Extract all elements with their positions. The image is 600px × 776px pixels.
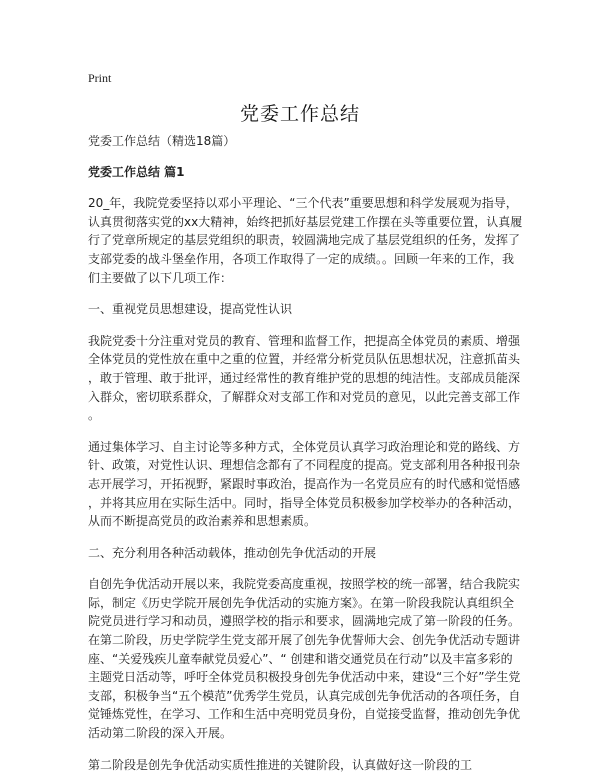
text-line: 。 (88, 408, 101, 423)
document-body (88, 132, 524, 774)
text-line: 在第二阶段，历史学院学生党支部开展了创先争优誓师大会、创先争优活动专题讲 (88, 633, 521, 648)
paragraph-intro (88, 194, 524, 287)
print-label: Print (88, 71, 112, 85)
text-line: 第二阶段是创先争优活动实质性推进的关键阶段，认真做好这一阶段的工 (88, 757, 473, 772)
text-line: 入群众，密切联系群众，了解群众对支部工作和对党员的意见，以此完善支部工作 (88, 389, 521, 404)
text-line: ，敢于管理、敢于批评，通过经常性的教育维护党的思想的纯洁性。支部成员能深 (88, 370, 521, 385)
text-line: 针、政策，对党性认识、理想信念都有了不同程度的提高。党支部利用各种报刊杂 (88, 458, 521, 473)
text-line: 从而不断提高党员的政治素养和思想素质。 (88, 514, 317, 529)
text-line: 志开展学习，开拓视野，紧跟时事政治，提高作为一名党员应有的时代感和觉悟感 (88, 476, 521, 491)
section-heading: 党委工作总结 篇1 (88, 164, 185, 179)
text-line: 际，制定《历史学院开展创先争优活动的实施方案》。在第一阶段我院认真组织全 (88, 595, 515, 610)
text-line: 自创先争优活动开展以来，我院党委高度重视，按照学校的统一部署，结合我院实 (88, 577, 521, 592)
text-line: 们主要做了以下几项工作： (88, 270, 233, 285)
text-line: 院党员进行学习和动员，遵照学校的指示和要求，圆满地完成了第一阶段的任务。 (88, 614, 521, 629)
text-line: 全体党员的党性放在重中之重的位置，并经常分析党员队伍思想状况，注意抓苗头 (88, 352, 521, 367)
text-line: 认真贯彻落实党的xx大精神，始终把抓好基层党建工作摆在头等重要位置，认真履 (88, 214, 523, 229)
text-line: 主题党日活动等，呼吁全体党员积极投身创先争优活动中来，建设“三个好”学生党 (88, 670, 521, 685)
document-title: 党委工作总结 (239, 103, 360, 125)
text-line: ，并将其应用在实际生活中。同时，指导全体党员积极参加学校举办的各种活动， (88, 495, 521, 510)
text-line: 二、充分利用各种活动载体，推动创先争优活动的开展 (88, 545, 377, 560)
text-line: 座、“关爱残疾儿童奉献党员爱心”、“ 创建和谐交通党员在行动”以及丰富多彩的 (88, 651, 513, 666)
text-line: 20_年，我院党委坚持以邓小平理论、“三个代表”重要思想和科学发展观为指导， (88, 196, 518, 211)
text-line: 通过集体学习、自主讨论等多种方式，全体党员认真学习政治理论和党的路线、方 (88, 439, 521, 454)
paragraph-education (88, 332, 524, 425)
heading-2 (88, 544, 524, 563)
text-line: 支部党委的战斗堡垒作用，各项工作取得了一定的成绩。。回顾一年来的工作，我 (88, 251, 515, 266)
heading-1 (88, 300, 524, 319)
document-subtitle: 党委工作总结（精选18篇） (88, 134, 236, 148)
text-line: 觉锤炼党性，在学习、工作和生活中亮明党员身份，自觉接受监督，推动创先争优 (88, 707, 521, 722)
text-line: 支部，积极争当“五个模范”优秀学生党员，认真完成创先争优活动的各项任务，自 (88, 688, 521, 703)
paragraph-study (88, 438, 524, 531)
text-line: 一、重视党员思想建设，提高党性认识 (88, 302, 293, 317)
text-line: 活动第二阶段的深入开展。 (88, 726, 233, 741)
paragraph-activities (88, 575, 524, 742)
text-line: 行了党章所规定的基层党组织的职责，较圆满地完成了基层党组织的任务，发挥了 (88, 233, 521, 248)
text-line: 我院党委十分注重对党员的教育、管理和监督工作，把提高全体党员的素质、增强 (88, 333, 521, 348)
paragraph-stage-two (88, 756, 524, 775)
